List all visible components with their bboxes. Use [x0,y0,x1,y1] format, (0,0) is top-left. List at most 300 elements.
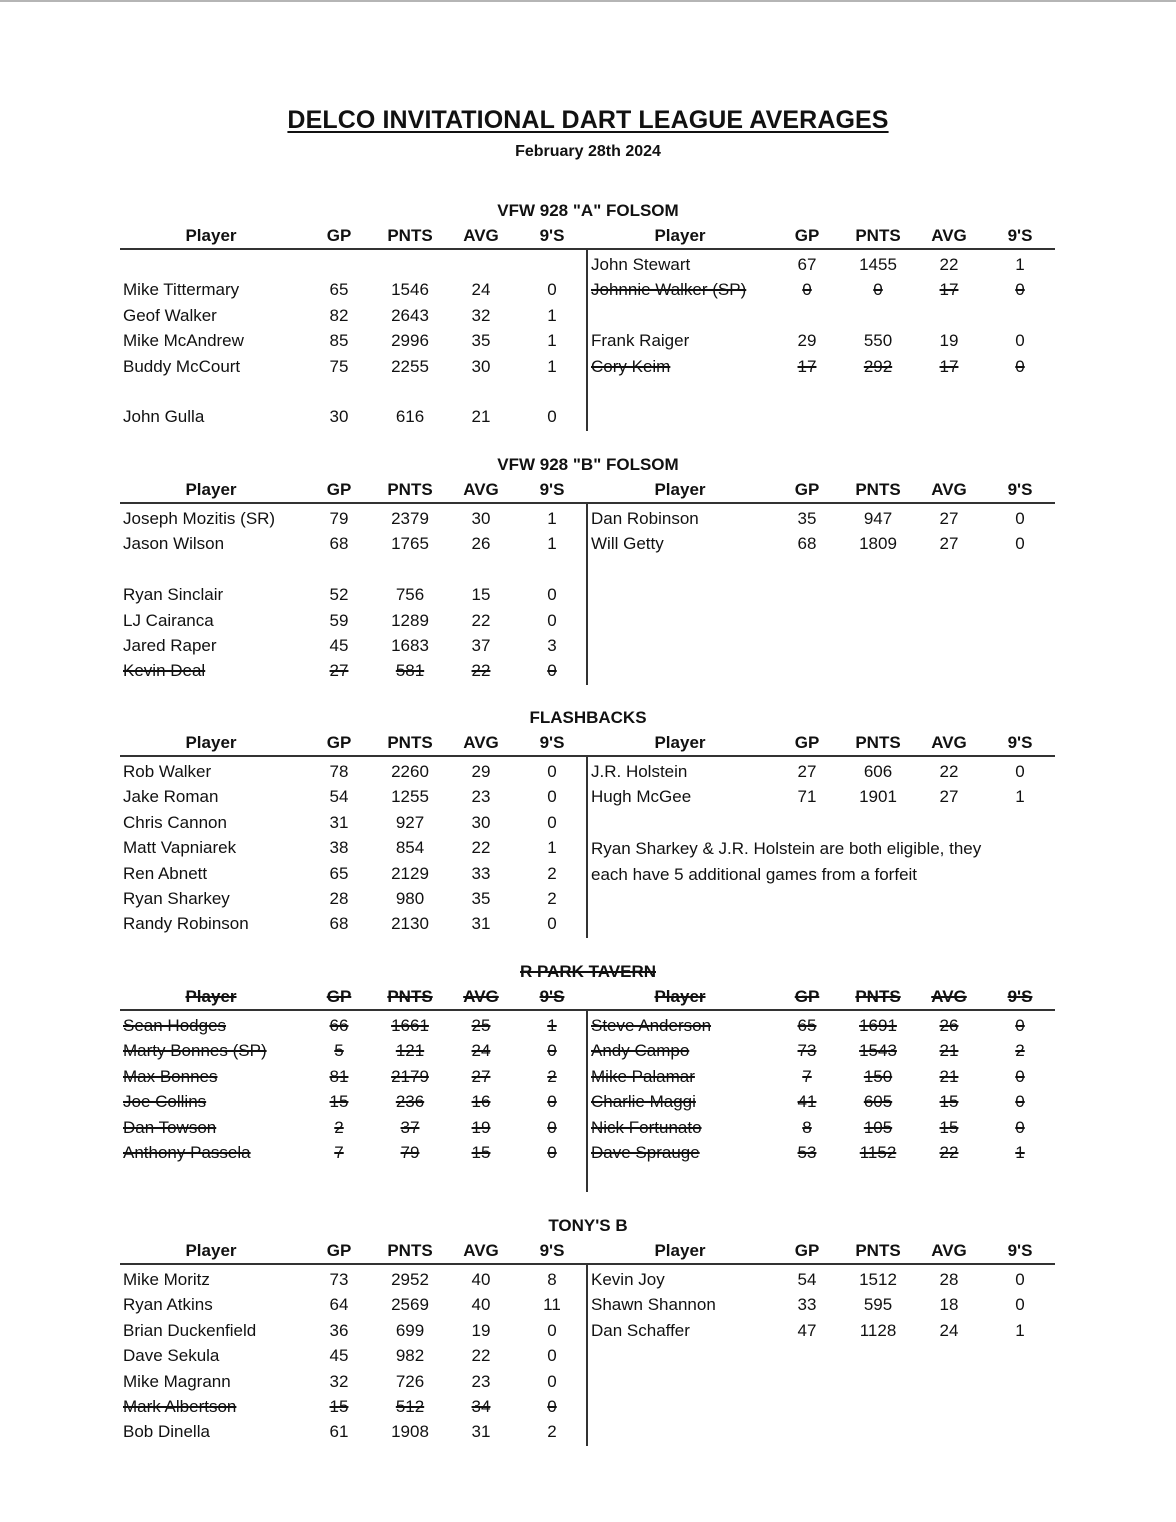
player-name: Sean Hodges [123,1016,227,1035]
stat-avg: 16 [471,1092,491,1112]
column-header-right: GP [794,1241,820,1260]
column-header-left: GP [326,1241,352,1260]
player-name: Ryan Sharkey [123,889,230,908]
stat-nines: 1 [1015,1143,1025,1162]
stat-gp: 65 [797,1016,817,1035]
column-header-right: GP [794,480,820,499]
stat-pnts: 1765 [391,534,429,554]
player-name: Dave Sekula [123,1346,220,1366]
stat-pnts: 1128 [859,1320,897,1340]
stat-pnts: 2129 [391,863,429,883]
stat-gp: 31 [329,812,349,832]
document-title-text: DELCO INVITATIONAL DART LEAGUE AVERAGES [287,106,889,134]
column-header-right: GP [794,733,820,752]
player-name: Marty Bonnes (SP) [123,1041,267,1061]
stat-avg: 22 [939,762,959,781]
player-row [0,785,1176,809]
column-header-left: GP [326,480,352,499]
stat-avg: 22 [471,838,491,858]
stat-pnts: 1289 [391,610,429,630]
team-name: FLASHBACKS [529,708,647,727]
stat-nines: 11 [543,1295,561,1315]
player-name: Frank Raiger [591,331,690,351]
stat-nines: 0 [547,661,557,681]
column-header-left: 9'S [539,1241,565,1260]
stat-gp: 52 [329,585,349,605]
player-row [0,1090,1176,1114]
stat-nines: 0 [1015,1016,1025,1035]
column-header-right: Player [654,226,706,245]
stat-nines: 0 [1015,762,1025,781]
stat-nines: 0 [1015,534,1025,554]
column-header-right: Player [654,733,706,752]
player-name: John Gulla [123,407,205,427]
player-name: Joseph Mozitis (SR) [123,509,276,528]
stat-gp: 68 [329,914,349,934]
player-row [0,507,1176,531]
player-name: Hugh McGee [591,787,692,807]
player-row [0,1319,1176,1343]
stat-pnts: 616 [395,407,425,427]
stat-avg: 15 [939,1117,959,1137]
stat-avg: 29 [471,762,491,781]
player-row [0,862,1176,886]
team-name: VFW 928 "B" FOLSOM [497,455,679,474]
player-name: Dan Robinson [591,509,699,528]
stat-nines: 0 [547,1092,557,1112]
stat-gp: 29 [797,331,817,351]
player-row [0,1116,1176,1140]
stat-pnts: 1152 [859,1143,897,1162]
team-section [0,707,1176,967]
stat-gp: 75 [329,356,349,376]
stat-nines: 2 [1015,1041,1025,1061]
player-name: Brian Duckenfield [123,1320,257,1340]
player-name: Mike Magrann [123,1371,231,1391]
stat-gp: 78 [329,762,349,781]
column-header-right: AVG [931,480,967,499]
stat-nines: 1 [547,331,557,351]
player-name: Kevin Joy [591,1270,665,1289]
stat-nines: 0 [1015,1270,1025,1289]
stat-pnts: 980 [395,889,425,908]
column-header-right: 9'S [1007,733,1033,752]
stat-gp: 65 [329,863,349,883]
team-name: R PARK TAVERN [520,962,656,981]
stat-avg: 40 [471,1295,491,1315]
document-date: February 28th 2024 [515,143,661,160]
stat-gp: 54 [797,1270,817,1289]
player-name: Mark Albertson [123,1397,237,1416]
stat-nines: 0 [1015,509,1025,528]
player-name: Mike Tittermary [123,280,240,300]
column-header-left: GP [326,733,352,752]
column-header-left: 9'S [539,480,565,499]
stat-pnts: 595 [863,1295,893,1315]
stat-nines: 0 [547,1143,557,1162]
player-name: Dan Towson [123,1117,217,1137]
player-row [0,355,1176,379]
stat-pnts: 1455 [859,255,897,274]
stat-nines: 0 [547,762,557,781]
stat-pnts: 2379 [391,509,429,528]
stat-nines: 0 [1015,1117,1025,1137]
stat-avg: 27 [471,1066,491,1086]
player-name: Matt Vapniarek [123,838,237,858]
stat-nines: 0 [547,1346,557,1366]
column-header-right: PNTS [855,1241,901,1260]
player-row [0,1014,1176,1038]
stat-gp: 32 [329,1371,349,1391]
stat-avg: 26 [939,1016,959,1035]
player-name: Mike Palamar [591,1066,695,1086]
stat-nines: 1 [547,838,557,858]
stat-pnts: 1908 [391,1422,429,1442]
stat-gp: 35 [797,509,817,528]
player-name: J.R. Holstein [591,762,688,781]
stat-nines: 0 [1015,331,1025,351]
player-name: Rob Walker [123,762,212,781]
stat-gp: 53 [797,1143,817,1162]
stat-pnts: 0 [873,280,883,300]
stat-gp: 7 [334,1143,344,1162]
column-header-left: PNTS [387,1241,433,1260]
stat-avg: 24 [471,280,491,300]
player-name: Dave Sprauge [591,1143,700,1162]
stat-avg: 21 [471,407,491,427]
stat-pnts: 1809 [859,534,897,554]
stat-pnts: 236 [395,1092,425,1112]
player-row [0,1370,1176,1394]
stat-pnts: 105 [863,1117,893,1137]
player-name: Kevin Deal [123,661,206,681]
player-name: Max Bonnes [123,1066,218,1086]
team-section [0,961,1176,1221]
stat-avg: 15 [939,1092,959,1112]
player-row [0,329,1176,353]
column-header-right: PNTS [855,733,901,752]
column-header-right: PNTS [855,480,901,499]
player-row [0,887,1176,911]
team-name: TONY'S B [548,1216,628,1235]
stat-gp: 15 [329,1092,349,1112]
stat-avg: 31 [471,1422,491,1442]
stat-avg: 23 [471,1371,491,1391]
player-row [0,1293,1176,1317]
stat-pnts: 2569 [391,1295,429,1315]
stat-nines: 1 [547,356,557,376]
column-header-left: 9'S [539,733,565,752]
stat-avg: 30 [471,509,491,528]
stat-avg: 28 [939,1270,959,1289]
column-header-right: GP [794,987,820,1006]
team-section [0,1215,1176,1475]
player-row [0,1395,1176,1419]
stat-pnts: 2179 [391,1066,429,1086]
player-name: Buddy McCourt [123,356,241,376]
column-header-right: 9'S [1007,480,1033,499]
stat-avg: 17 [939,280,959,300]
stat-nines: 0 [1015,356,1025,376]
player-name: Randy Robinson [123,914,249,934]
stat-gp: 66 [329,1016,349,1035]
stat-avg: 22 [939,255,959,274]
stat-pnts: 512 [395,1397,425,1416]
stat-pnts: 1543 [859,1041,897,1061]
stat-gp: 28 [329,889,349,908]
column-header-right: Player [654,480,706,499]
stat-avg: 37 [471,636,491,655]
column-header-right: Player [654,1241,706,1260]
stat-avg: 34 [471,1397,491,1416]
stat-gp: 73 [797,1041,817,1061]
player-name: Steve Anderson [591,1016,712,1035]
stat-nines: 3 [547,636,557,655]
stat-gp: 64 [329,1295,349,1315]
player-row [0,278,1176,302]
stat-gp: 81 [329,1066,349,1086]
stat-pnts: 292 [863,356,893,376]
stat-pnts: 2643 [391,305,429,325]
column-header-right: PNTS [855,226,901,245]
stat-pnts: 982 [395,1346,425,1366]
stat-avg: 19 [471,1320,491,1340]
stat-pnts: 606 [863,762,893,781]
stat-gp: 45 [329,636,349,655]
stat-gp: 73 [329,1270,349,1289]
stat-avg: 23 [471,787,491,807]
column-header-right: 9'S [1007,1241,1033,1260]
column-header-right: AVG [931,987,967,1006]
column-header-right: AVG [931,226,967,245]
column-header-left: PNTS [387,987,433,1006]
stat-nines: 0 [1015,1092,1025,1112]
stat-avg: 17 [939,356,959,376]
player-row [0,1065,1176,1089]
stat-avg: 22 [939,1143,959,1162]
stat-avg: 27 [939,534,959,554]
stat-nines: 0 [547,1041,557,1061]
stat-gp: 0 [802,280,812,300]
stat-gp: 47 [797,1320,817,1340]
stat-nines: 0 [1015,1295,1025,1315]
stat-gp: 79 [329,509,349,528]
stat-nines: 0 [547,812,557,832]
column-header-left: Player [185,1241,237,1260]
stat-avg: 30 [471,356,491,376]
stat-avg: 21 [939,1066,959,1086]
column-header-right: PNTS [855,987,901,1006]
column-header-left: PNTS [387,480,433,499]
player-row [0,1039,1176,1063]
stat-nines: 0 [547,787,557,807]
column-header-left: 9'S [539,226,565,245]
column-header-right: Player [654,987,706,1006]
stat-nines: 1 [1015,787,1025,807]
player-row [0,760,1176,784]
player-name: Shawn Shannon [591,1295,716,1315]
stat-gp: 68 [329,534,349,554]
column-header-left: Player [185,226,237,245]
stat-pnts: 756 [395,585,425,605]
stat-gp: 68 [797,534,817,554]
stat-pnts: 2952 [391,1270,429,1289]
team-section [0,454,1176,714]
column-header-left: AVG [463,987,499,1006]
stat-nines: 0 [547,280,557,300]
player-name: Ryan Sinclair [123,585,224,605]
eligibility-note: Ryan Sharkey & J.R. Holstein are both eligible, they [591,839,982,859]
player-name: Andy Campo [591,1041,690,1061]
stat-nines: 1 [547,305,557,325]
player-name: Jake Roman [123,787,219,807]
player-name: Dan Schaffer [591,1320,690,1340]
stat-nines: 1 [547,534,557,554]
stat-gp: 30 [329,407,349,427]
team-name: VFW 928 "A" FOLSOM [497,201,679,220]
column-header-left: GP [326,987,352,1006]
player-name: Joe Collins [123,1092,207,1112]
stat-nines: 0 [547,1117,557,1137]
stat-pnts: 1255 [391,787,429,807]
stat-nines: 1 [1015,1320,1025,1340]
stat-pnts: 2996 [391,331,429,351]
stat-avg: 22 [471,610,491,630]
stat-avg: 24 [939,1320,959,1340]
stat-avg: 31 [471,914,491,934]
stat-pnts: 699 [395,1320,425,1340]
stat-avg: 27 [939,509,959,528]
player-row [0,304,1176,328]
stat-gp: 27 [797,762,817,781]
player-name: Will Getty [591,534,664,554]
stat-gp: 85 [329,331,349,351]
player-row [0,836,1176,860]
column-header-right: AVG [931,733,967,752]
stat-nines: 0 [1015,280,1025,300]
stat-avg: 19 [939,331,959,351]
column-header-right: 9'S [1007,226,1033,245]
player-row [0,1344,1176,1368]
stat-avg: 24 [471,1041,491,1061]
stat-gp: 2 [334,1117,344,1137]
stat-pnts: 121 [395,1041,425,1061]
column-header-right: 9'S [1007,987,1033,1006]
stat-nines: 0 [547,610,557,630]
stat-nines: 0 [547,585,557,605]
stat-avg: 15 [471,1143,491,1162]
stat-gp: 59 [329,610,349,630]
stat-nines: 8 [547,1270,557,1289]
stat-avg: 22 [471,661,491,681]
stat-pnts: 1901 [859,787,897,807]
player-name: Cory Keim [591,356,671,376]
player-row [0,1420,1176,1444]
stat-pnts: 79 [400,1143,420,1162]
stat-nines: 1 [547,509,557,528]
stat-pnts: 2130 [391,914,429,934]
column-header-left: AVG [463,480,499,499]
stat-gp: 82 [329,305,349,325]
team-section [0,200,1176,460]
player-row [0,253,1176,277]
player-name: Jason Wilson [123,534,225,554]
stat-gp: 54 [329,787,349,807]
document-title [0,106,1176,135]
column-header-left: PNTS [387,226,433,245]
column-header-left: AVG [463,1241,499,1260]
player-name: Ryan Atkins [123,1295,213,1315]
stat-pnts: 726 [395,1371,425,1391]
player-name: Ren Abnett [123,863,208,883]
player-row [0,532,1176,556]
stat-pnts: 2260 [391,762,429,781]
stat-avg: 22 [471,1346,491,1366]
stat-avg: 35 [471,889,491,908]
stat-pnts: 854 [395,838,425,858]
stat-gp: 8 [802,1117,812,1137]
stat-pnts: 2255 [391,356,429,376]
stat-gp: 71 [797,787,817,807]
stat-gp: 5 [334,1041,344,1061]
stat-avg: 21 [939,1041,959,1061]
stat-pnts: 550 [863,331,893,351]
stat-pnts: 37 [400,1117,420,1137]
stat-avg: 27 [939,787,959,807]
stat-gp: 36 [329,1320,349,1340]
stat-avg: 32 [471,305,491,325]
stat-nines: 0 [1015,1066,1025,1086]
column-header-left: GP [326,226,352,245]
stat-gp: 7 [802,1066,812,1086]
player-name: John Stewart [591,255,691,274]
stat-pnts: 1691 [859,1016,897,1035]
stat-nines: 1 [547,1016,557,1035]
stat-avg: 33 [471,863,491,883]
column-header-left: AVG [463,733,499,752]
column-header-left: PNTS [387,733,433,752]
column-header-left: Player [185,733,237,752]
stat-avg: 26 [471,534,491,554]
stat-gp: 41 [797,1092,817,1112]
stat-avg: 40 [471,1270,491,1289]
column-header-right: AVG [931,1241,967,1260]
stat-pnts: 605 [863,1092,893,1112]
stat-nines: 0 [547,1397,557,1416]
player-row [0,811,1176,835]
player-name: LJ Cairanca [123,610,214,630]
stat-pnts: 1661 [391,1016,429,1035]
stat-pnts: 581 [395,661,425,681]
player-name: Anthony Passela [123,1143,251,1162]
stat-nines: 0 [547,1320,557,1340]
stat-pnts: 947 [863,509,893,528]
stat-nines: 0 [547,914,557,934]
stat-avg: 18 [939,1295,959,1315]
stat-pnts: 150 [863,1066,893,1086]
stat-nines: 2 [547,863,557,883]
stat-gp: 17 [797,356,817,376]
player-row [0,405,1176,429]
stat-avg: 35 [471,331,491,351]
player-row [0,1268,1176,1292]
stat-avg: 25 [471,1016,491,1035]
stat-nines: 1 [1015,255,1025,274]
player-row [0,659,1176,683]
player-name: Charlie Maggi [591,1092,696,1112]
player-name: Mike Moritz [123,1270,210,1289]
stat-pnts: 1512 [859,1270,897,1289]
